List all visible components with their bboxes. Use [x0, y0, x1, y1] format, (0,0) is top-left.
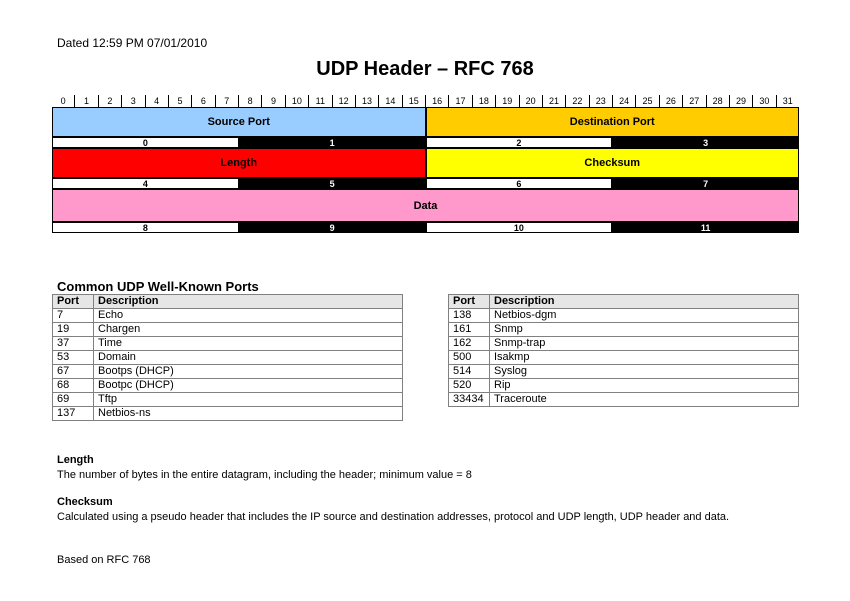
byte-label: 7	[612, 178, 799, 189]
port-description: Traceroute	[490, 393, 799, 407]
bit-label: 8	[238, 95, 261, 107]
byte-label: 0	[52, 137, 239, 148]
port-description: Netbios-dgm	[490, 309, 799, 323]
bit-label: 24	[612, 95, 635, 107]
table-row	[449, 379, 799, 393]
table-row	[449, 309, 799, 323]
port-number: 33434	[449, 393, 490, 407]
port-column-header: Port	[449, 295, 490, 309]
port-description: Chargen	[94, 323, 403, 337]
length-heading: Length	[57, 454, 94, 466]
port-number: 138	[449, 309, 490, 323]
port-description: Isakmp	[490, 351, 799, 365]
bit-label: 6	[191, 95, 214, 107]
port-number: 162	[449, 337, 490, 351]
port-number: 67	[53, 365, 94, 379]
bit-ruler	[52, 95, 799, 107]
page-title: UDP Header – RFC 768	[316, 58, 534, 80]
port-description: Bootpc (DHCP)	[94, 379, 403, 393]
bit-label: 1	[74, 95, 97, 107]
bit-label: 7	[215, 95, 238, 107]
bit-label: 14	[378, 95, 401, 107]
byte-label: 4	[52, 178, 239, 189]
bit-label: 30	[752, 95, 775, 107]
byte-label: 3	[612, 137, 799, 148]
ports-table-right	[448, 294, 799, 407]
checksum-field: Checksum	[426, 148, 800, 178]
bit-label: 0	[60, 96, 66, 106]
bit-label: 26	[659, 95, 682, 107]
byte-row	[52, 222, 799, 233]
table-row	[53, 337, 403, 351]
dated-label: Dated 12:59 PM 07/01/2010	[57, 36, 208, 50]
bit-label: 11	[308, 95, 331, 107]
byte-label: 9	[239, 222, 426, 233]
port-column-header: Port	[53, 295, 94, 309]
bit-label: 16	[425, 95, 448, 107]
port-number: 37	[53, 337, 94, 351]
port-description: Rip	[490, 379, 799, 393]
port-description: Snmp	[490, 323, 799, 337]
port-description: Domain	[94, 351, 403, 365]
port-number: 69	[53, 393, 94, 407]
byte-row	[52, 137, 799, 148]
checksum-heading: Checksum	[57, 496, 113, 508]
udp-header-diagram	[52, 107, 799, 233]
bit-label: 9	[261, 95, 284, 107]
table-row	[449, 365, 799, 379]
table-row	[53, 407, 403, 421]
byte-label: 1	[239, 137, 426, 148]
footer-note: Based on RFC 768	[57, 554, 151, 566]
table-row	[449, 351, 799, 365]
bit-label: 29	[729, 95, 752, 107]
ports-table-left	[52, 294, 403, 421]
byte-label: 8	[52, 222, 239, 233]
port-number: 500	[449, 351, 490, 365]
port-number: 68	[53, 379, 94, 393]
port-number: 161	[449, 323, 490, 337]
bit-label: 4	[145, 95, 168, 107]
port-description: Tftp	[94, 393, 403, 407]
bit-label: 12	[332, 95, 355, 107]
port-description: Bootps (DHCP)	[94, 365, 403, 379]
port-description: Echo	[94, 309, 403, 323]
table-row	[449, 393, 799, 407]
table-row	[53, 351, 403, 365]
destination-port-field: Destination Port	[426, 107, 800, 137]
byte-row	[52, 178, 799, 189]
port-number: 7	[53, 309, 94, 323]
length-description: The number of bytes in the entire datagram, including the header; minimum value = 8	[57, 469, 472, 481]
table-row	[53, 379, 403, 393]
bit-label: 2	[98, 95, 121, 107]
table-row	[449, 323, 799, 337]
data-field: Data	[52, 189, 799, 222]
byte-label: 11	[612, 222, 799, 233]
bit-label: 10	[285, 95, 308, 107]
table-row	[53, 393, 403, 407]
byte-label: 10	[426, 222, 613, 233]
port-description: Netbios-ns	[94, 407, 403, 421]
ports-title: Common UDP Well-Known Ports	[57, 279, 259, 294]
bit-label: 25	[635, 95, 658, 107]
bit-label: 21	[542, 95, 565, 107]
bit-label: 23	[589, 95, 612, 107]
port-description: Snmp-trap	[490, 337, 799, 351]
port-number: 137	[53, 407, 94, 421]
bit-label: 19	[495, 95, 518, 107]
checksum-description: Calculated using a pseudo header that includes the IP source and destination addresses, protocol and UDP length, UDP header and data.	[57, 511, 730, 523]
port-number: 53	[53, 351, 94, 365]
bit-label: 13	[355, 95, 378, 107]
table-row	[53, 323, 403, 337]
bit-label: 18	[472, 95, 495, 107]
table-row	[449, 337, 799, 351]
bit-label: 22	[565, 95, 588, 107]
bit-label: 3	[121, 95, 144, 107]
port-description: Syslog	[490, 365, 799, 379]
port-number: 19	[53, 323, 94, 337]
port-description: Time	[94, 337, 403, 351]
table-row	[53, 309, 403, 323]
bit-label: 28	[706, 95, 729, 107]
port-number: 520	[449, 379, 490, 393]
byte-label: 2	[426, 137, 613, 148]
bit-label: 17	[448, 95, 471, 107]
table-row	[53, 365, 403, 379]
bit-label: 31	[776, 95, 799, 107]
description-column-header: Description	[94, 295, 403, 309]
description-column-header: Description	[490, 295, 799, 309]
bit-label: 27	[682, 95, 705, 107]
byte-label: 5	[239, 178, 426, 189]
bit-label: 20	[519, 95, 542, 107]
length-field: Length	[52, 148, 426, 178]
byte-label: 6	[426, 178, 613, 189]
bit-label: 15	[402, 95, 425, 107]
port-number: 514	[449, 365, 490, 379]
bit-label: 5	[168, 95, 191, 107]
source-port-field: Source Port	[52, 107, 426, 137]
